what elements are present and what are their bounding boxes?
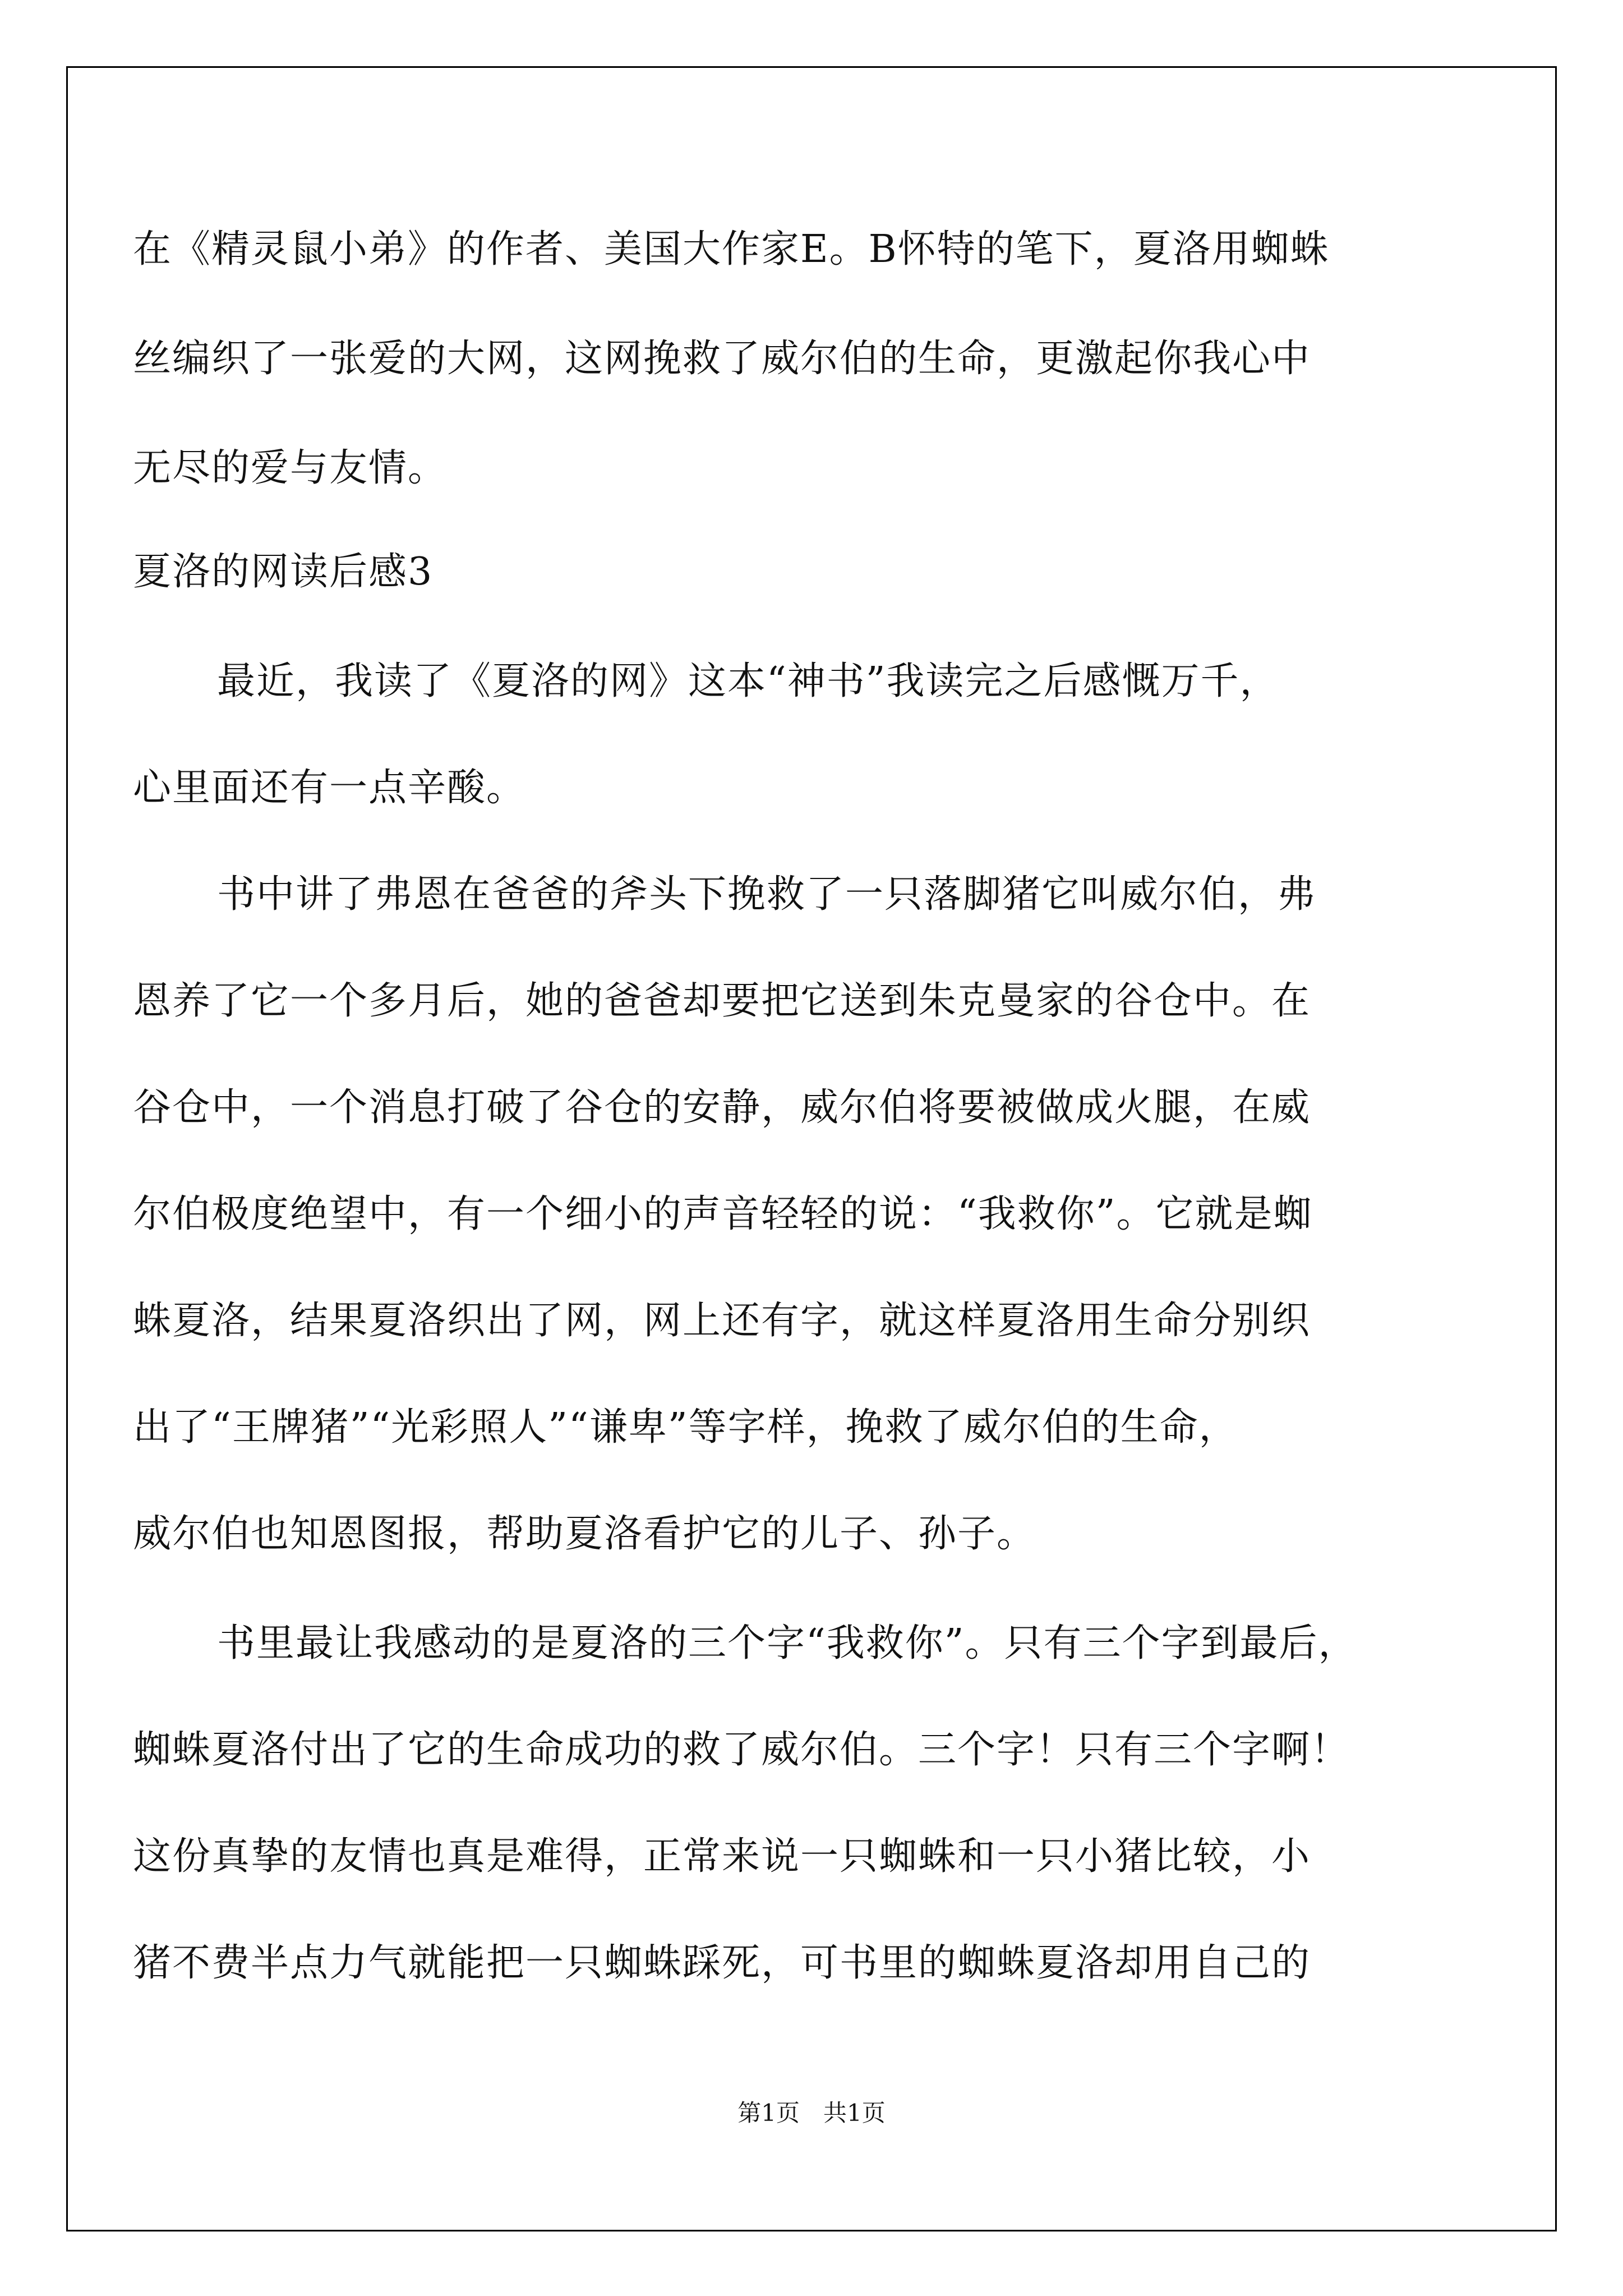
text-line: 在《精灵鼠小弟》的作者、美国大作家E。B怀特的笔下，夏洛用蜘蛛	[133, 227, 1330, 272]
text-line: 书中讲了弗恩在爸爸的斧头下挽救了一只落脚猪它叫威尔伯，弗	[217, 872, 1317, 917]
text-line: 威尔伯也知恩图报，帮助夏洛看护它的儿子、孙子。	[133, 1512, 1036, 1556]
text-line: 出了“王牌猪”“光彩照人”“谦卑”等字样，挽救了威尔伯的生命，	[133, 1405, 1238, 1450]
section-heading: 夏洛的网读后感3	[133, 550, 434, 594]
text-line: 尔伯极度绝望中，有一个细小的声音轻轻的说：“我救你”。它就是蜘	[133, 1192, 1313, 1236]
text-line: 丝编织了一张爱的大网，这网挽救了威尔伯的生命，更激起你我心中	[133, 337, 1311, 381]
text-line: 心里面还有一点辛酸。	[133, 766, 526, 810]
text-line: 最近，我读了《夏洛的网》这本“神书”我读完之后感慨万千，	[217, 659, 1279, 703]
text-line: 蜘蛛夏洛付出了它的生命成功的救了威尔伯。三个字！只有三个字啊！	[133, 1728, 1350, 1772]
text-line: 书里最让我感动的是夏洛的三个字“我救你”。只有三个字到最后，	[217, 1621, 1358, 1665]
text-line: 蛛夏洛，结果夏洛织出了网，网上还有字，就这样夏洛用生命分别织	[133, 1299, 1311, 1343]
text-line: 无尽的爱与友情。	[133, 446, 448, 490]
page-number: 第1页 共1页	[737, 2099, 886, 2127]
text-line: 猪不费半点力气就能把一只蜘蛛踩死，可书里的蜘蛛夏洛却用自己的	[133, 1941, 1311, 1985]
text-line: 谷仓中，一个消息打破了谷仓的安静，威尔伯将要被做成火腿，在威	[133, 1085, 1311, 1130]
text-line: 恩养了它一个多月后，她的爸爸却要把它送到朱克曼家的谷仓中。在	[133, 979, 1311, 1023]
text-line: 这份真挚的友情也真是难得，正常来说一只蜘蛛和一只小猪比较，小	[133, 1834, 1311, 1879]
page-border	[66, 66, 1557, 2231]
